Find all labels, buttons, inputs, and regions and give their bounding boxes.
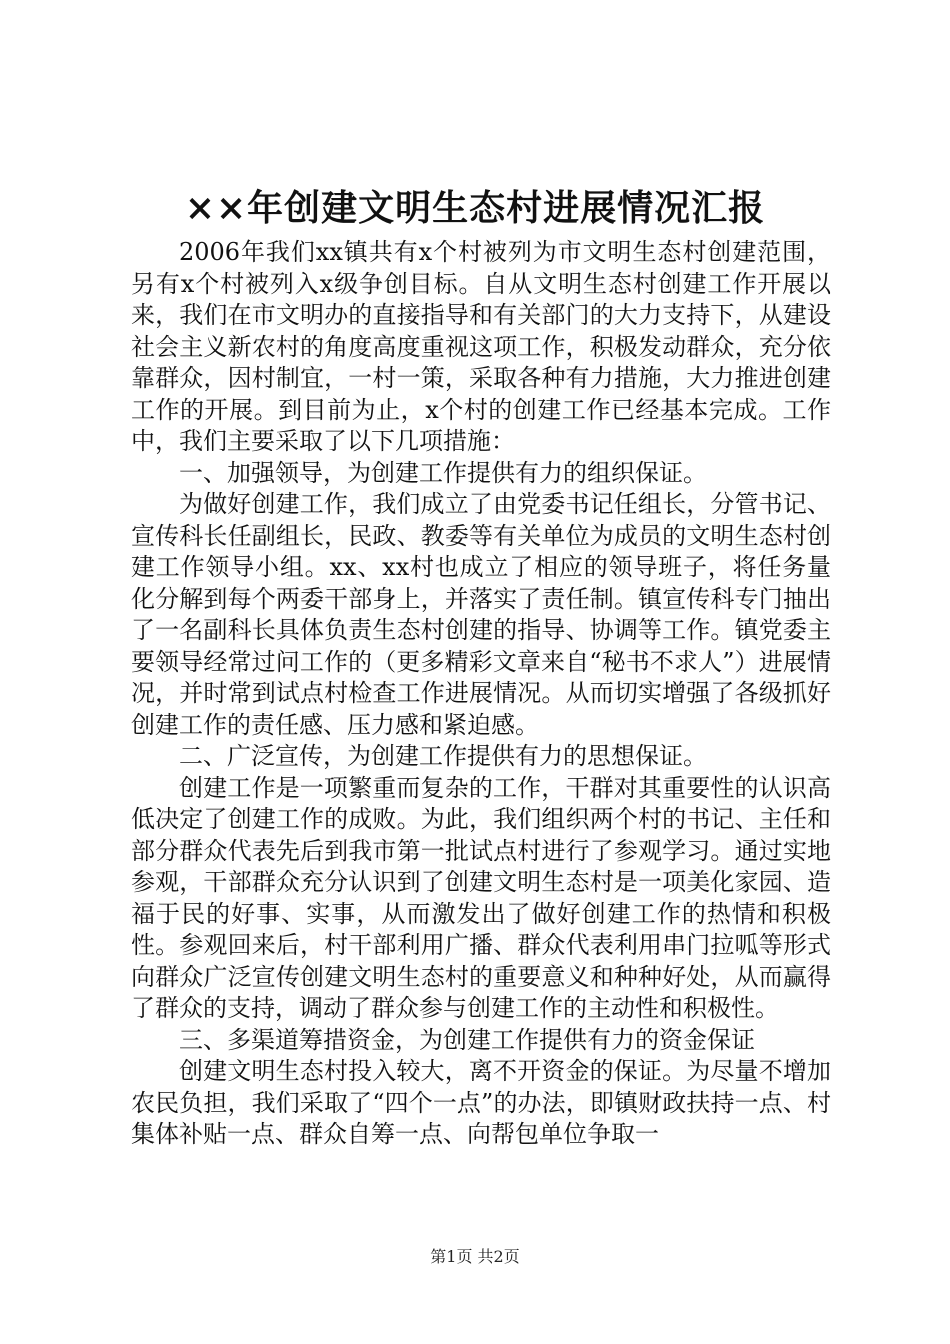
document-body [131, 237, 831, 1151]
section-heading-3: 三、多渠道筹措资金，为创建工作提供有力的资金保证 [179, 1025, 755, 1054]
paragraph-section-1: 为做好创建工作，我们成立了由党委书记任组长，分管书记、宣传科长任副组长，民政、教委等有关单位为成员的文明生态村创建工作领导小组。xx、xx村也成立了相应的领导班子，将任务量化分解到每个两委干部身上，并落实了责任制。镇宣传科专门抽出了一名副科长具体负责生态村创建的指导、协调等工作。镇党委主要领导经常过问工作的（更多精彩文章来自“秘书不求人”）进展情况，并时常到试点村检查工作进展情况。从而切实增强了各级抓好创建工作的责任感、压力感和紧迫感。 [131, 490, 831, 739]
document-title: ××年创建文明生态村进展情况汇报 [184, 187, 766, 229]
paragraph-intro: 2006年我们xx镇共有x个村被列为市文明生态村创建范围，另有x个村被列入x级争创目标。自从文明生态村创建工作开展以来，我们在市文明办的直接指导和有关部门的大力支持下，从建设社会主义新农村的角度高度重视这项工作，积极发动群众，充分依靠群众，因村制宜，一村一策，采取各种有力措施，大力推进创建工作的开展。到目前为止，x个村的创建工作已经基本完成。工作中，我们主要采取了以下几项措施： [131, 238, 831, 455]
paragraph-section-3: 创建文明生态村投入较大，离不开资金的保证。为尽量不增加农民负担，我们采取了“四个一点”的办法，即镇财政扶持一点、村集体补贴一点、群众自筹一点、向帮包单位争取一 [131, 1057, 831, 1148]
paragraph-section-2: 创建工作是一项繁重而复杂的工作，干群对其重要性的认识高低决定了创建工作的成败。为此，我们组织两个村的书记、主任和部分群众代表先后到我市第一批试点村进行了参观学习。通过实地参观，干部群众充分认识到了创建文明生态村是一项美化家园、造福于民的好事、实事，从而激发出了做好创建工作的热情和积极性。参观回来后，村干部利用广播、群众代表利用串门拉呱等形式向群众广泛宣传创建文明生态村的重要意义和种种好处，从而赢得了群众的支持，调动了群众参与创建工作的主动性和积极性。 [131, 773, 831, 1022]
section-heading-2: 二、广泛宣传，为创建工作提供有力的思想保证。 [179, 742, 707, 770]
section-heading-1: 一、加强领导，为创建工作提供有力的组织保证。 [179, 458, 707, 487]
page-number-footer: 第1页 共2页 [430, 1247, 520, 1266]
